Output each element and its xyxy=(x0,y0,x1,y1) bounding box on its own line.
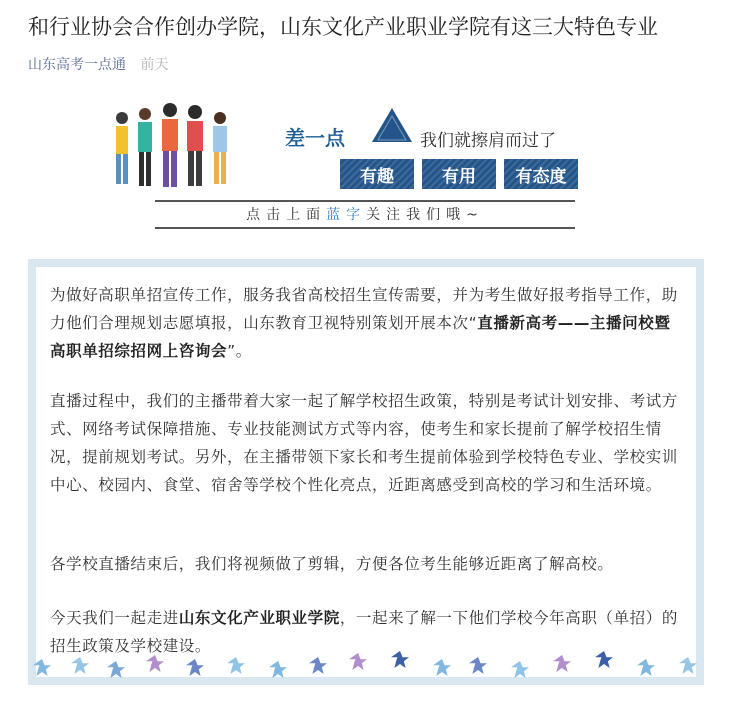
paragraph-2: 直播过程中，我们的主播带着大家一起了解学校招生政策，特别是考试计划安排、考试方式、网络考试保障措施、专业技能测试方式等内容，使考生和家长提前了解学校招生情况，提前规划考试。另外，在主播带领下家长和考生提前体验到学校特色专业、学校实训中心、校园内、食堂、宿舍等学校个性化亮点，近距离感受到高校的学习和生活环境。 xyxy=(50,392,678,494)
paragraph-1 xyxy=(50,281,682,365)
intro-box xyxy=(28,259,704,685)
paragraph-1-end: ”。 xyxy=(227,342,252,360)
tag-fun: 有趣 xyxy=(340,159,414,189)
article-meta xyxy=(28,55,168,75)
paragraph-3: 各学校直播结束后，我们将视频做了剪辑，方便各位考生能够近距离了解高校。 xyxy=(50,555,614,573)
paragraph-4-start: 今天我们一起走进 xyxy=(50,609,179,627)
follow-highlight[interactable]: 蓝字 xyxy=(326,207,367,223)
slogan-sub: 我们就擦肩而过了 xyxy=(420,131,556,151)
divider-bottom xyxy=(155,227,575,229)
paragraph-4-end: ，一起来了解一下他们学校今年高职（单招）的招生政策及学校建设。 xyxy=(50,609,678,655)
tag-attitude: 有态度 xyxy=(504,159,578,189)
star-border-decoration xyxy=(0,648,729,688)
divider-top xyxy=(155,200,575,202)
paragraph-4-bold: 山东文化产业职业学院 xyxy=(178,609,340,627)
follow-prefix: 点击上面 xyxy=(246,207,327,223)
follow-prompt xyxy=(155,204,575,224)
paragraph-1-bold: 直播新高考——主播问校暨高职单招综招网上咨询会 xyxy=(50,314,671,360)
article-title: 和行业协会合作创办学院，山东文化产业职业学院有这三大特色专业 xyxy=(28,15,658,39)
tag-useful: 有用 xyxy=(422,159,496,189)
intro-box-inner xyxy=(36,267,696,677)
follow-banner xyxy=(100,96,600,236)
slogan-main: 差一点 xyxy=(285,126,345,150)
group-of-people-illustration xyxy=(100,96,250,196)
follow-suffix: 关注我们哦~ xyxy=(366,207,484,223)
author-link[interactable]: 山东高考一点通 xyxy=(28,57,126,73)
paragraph-1-start: 为做好高职单招宣传工作，服务我省高校招生宣传需要，并为考生做好报考指导工作，助力他们合理规划志愿填报，山东教育卫视特别策划开展本次“ xyxy=(50,286,678,332)
publish-time: 前天 xyxy=(140,57,169,73)
tag-group xyxy=(340,159,578,189)
blue-triangle-logo xyxy=(370,106,414,144)
